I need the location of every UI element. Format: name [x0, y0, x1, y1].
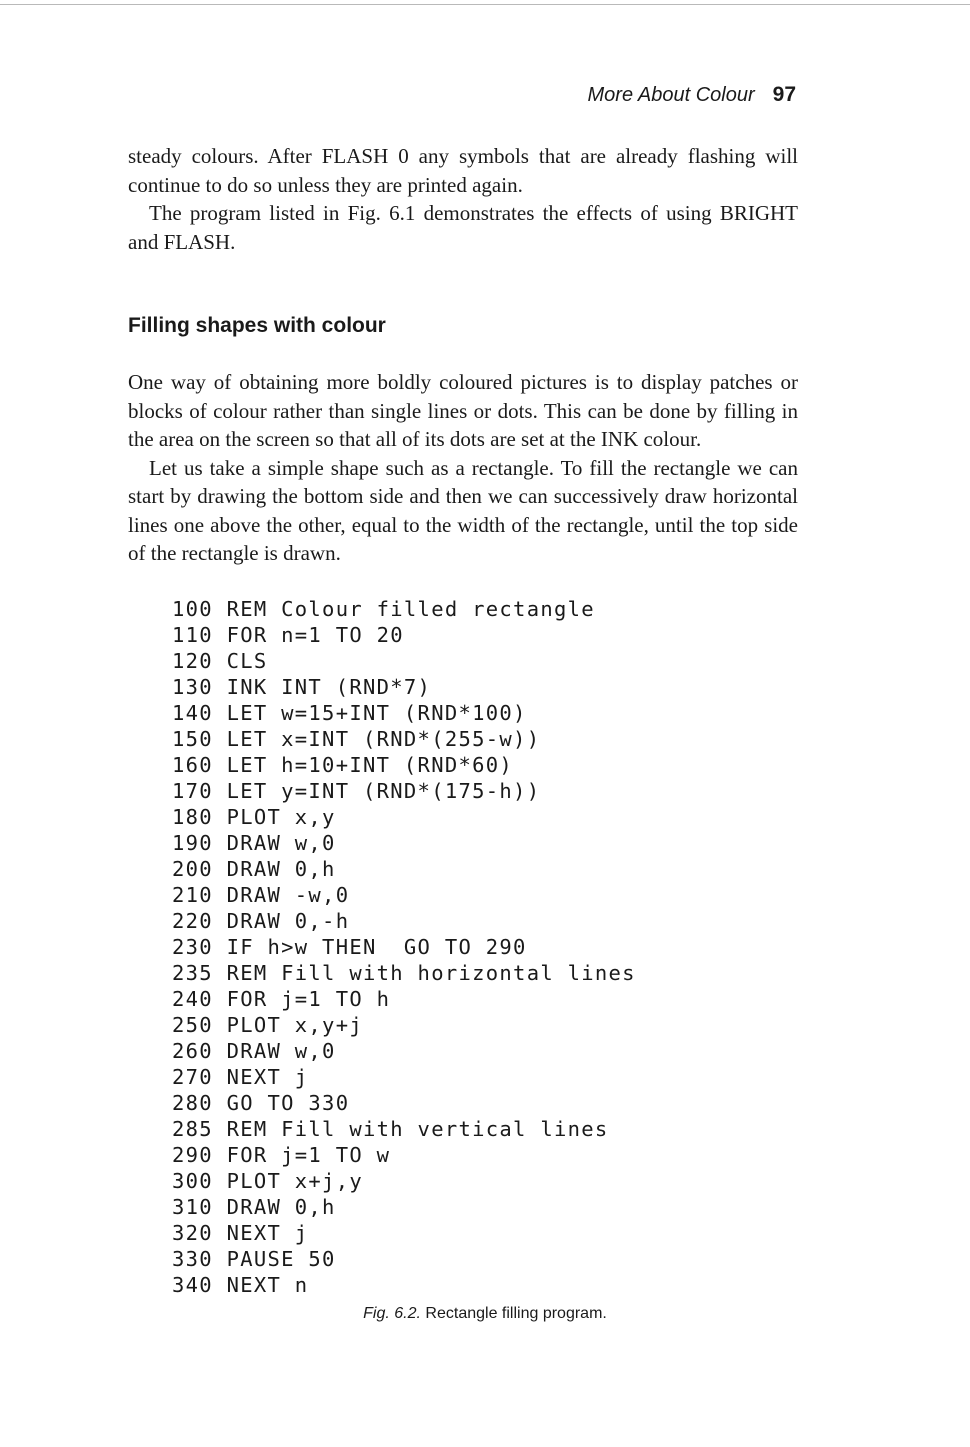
code-line: 120 CLS [172, 649, 268, 673]
code-line: 100 REM Colour filled rectangle [172, 597, 595, 621]
section-heading: Filling shapes with colour [128, 314, 386, 337]
code-line: 130 INK INT (RND*7) [172, 675, 432, 699]
figure-caption-text: Rectangle filling program. [425, 1305, 607, 1322]
code-line: 285 REM Fill with vertical lines [172, 1117, 609, 1141]
page-number: 97 [772, 83, 796, 106]
paragraph-rectangle-method: Let us take a simple shape such as a rectangle. To fill the rectangle we can start by drawing the bottom side and then we can successively draw horizontal lines one above the other, equal to the width of the rectangle, until the top side of the rectangle is drawn. [128, 455, 798, 565]
code-line: 170 LET y=INT (RND*(175-h)) [172, 779, 541, 803]
code-line: 240 FOR j=1 TO h [172, 987, 391, 1011]
running-head [588, 80, 796, 110]
code-line: 220 DRAW 0,-h [172, 909, 350, 933]
opening-paragraphs [128, 142, 798, 256]
running-head-title: More About Colour [587, 84, 755, 106]
code-line: 140 LET w=15+INT (RND*100) [172, 701, 527, 725]
code-line: 210 DRAW -w,0 [172, 883, 350, 907]
code-line: 340 NEXT n [172, 1273, 309, 1297]
code-line: 280 GO TO 330 [172, 1091, 350, 1115]
code-line: 150 LET x=INT (RND*(255-w)) [172, 727, 541, 751]
code-line: 330 PAUSE 50 [172, 1247, 336, 1271]
paragraph-filling-intro: One way of obtaining more boldly coloured pictures is to display patches or blocks of colour rather than single lines or dots. This can be done by filling in the area on the screen so that all of its dots are set at the INK colour. [128, 370, 798, 451]
code-line: 320 NEXT j [172, 1221, 309, 1245]
code-line: 200 DRAW 0,h [172, 857, 336, 881]
code-line: 160 LET h=10+INT (RND*60) [172, 753, 514, 777]
code-line: 230 IF h>w THEN GO TO 290 [172, 935, 527, 959]
code-line: 270 NEXT j [172, 1065, 309, 1089]
paragraph-continued: steady colours. After FLASH 0 any symbols that are already flashing will continue to do so unless they are printed again. [128, 144, 798, 197]
figure-label: Fig. 6.2. [363, 1305, 421, 1322]
program-listing [172, 596, 636, 1298]
section-paragraphs [128, 368, 798, 568]
code-line: 180 PLOT x,y [172, 805, 336, 829]
figure-caption [0, 1303, 970, 1325]
code-line: 190 DRAW w,0 [172, 831, 336, 855]
code-line: 300 PLOT x+j,y [172, 1169, 363, 1193]
code-line: 235 REM Fill with horizontal lines [172, 961, 636, 985]
paragraph-fig-reference: The program listed in Fig. 6.1 demonstrates the effects of using BRIGHT and FLASH. [128, 201, 798, 254]
top-edge-rule [0, 4, 970, 5]
code-line: 260 DRAW w,0 [172, 1039, 336, 1063]
code-line: 310 DRAW 0,h [172, 1195, 336, 1219]
code-line: 110 FOR n=1 TO 20 [172, 623, 404, 647]
code-line: 250 PLOT x,y+j [172, 1013, 363, 1037]
code-line: 290 FOR j=1 TO w [172, 1143, 391, 1167]
